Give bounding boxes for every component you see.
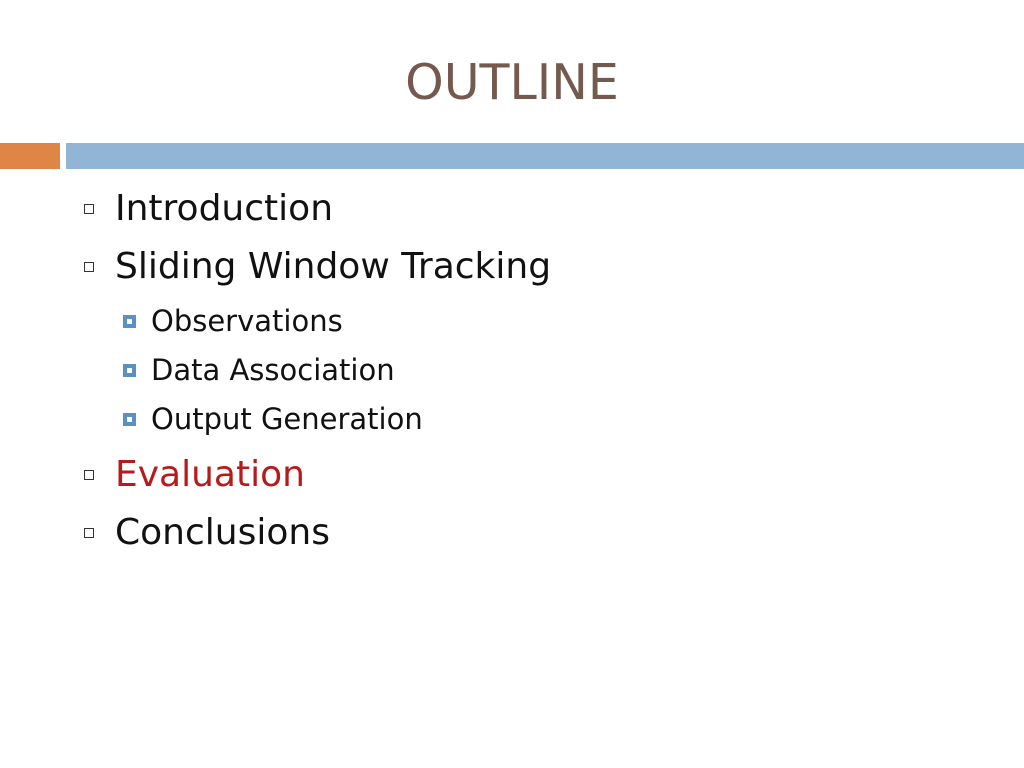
outline-list [0,183,1024,565]
outline-item-label: Conclusions [115,512,330,553]
filled-square-bullet-icon [123,413,136,426]
outline-sublist [0,299,1024,441]
accent-bar-orange [0,143,60,169]
outline-subitem-label: Output Generation [151,402,423,436]
square-bullet-icon [84,262,94,272]
outline-subitem-label: Data Association [151,353,395,387]
square-bullet-icon [84,528,94,538]
filled-square-bullet-icon [123,315,136,328]
outline-item-label: Sliding Window Tracking [115,246,552,287]
outline-item-label: Introduction [115,188,334,229]
outline-item-sliding-window-tracking [0,241,1024,293]
outline-item-label: Evaluation [115,454,305,495]
outline-item-evaluation [0,449,1024,501]
square-bullet-icon [84,204,94,214]
outline-item-introduction [0,183,1024,235]
slide-title: OUTLINE [405,54,619,111]
outline-sublist-container [0,299,1024,441]
outline-subitem-data-association [0,348,1024,392]
filled-square-bullet-icon [123,364,136,377]
outline-subitem-observations [0,299,1024,343]
outline-subitem-output-generation [0,397,1024,441]
outline-subitem-label: Observations [151,304,343,338]
accent-bar-blue [66,143,1024,169]
outline-item-conclusions [0,507,1024,559]
square-bullet-icon [84,470,94,480]
